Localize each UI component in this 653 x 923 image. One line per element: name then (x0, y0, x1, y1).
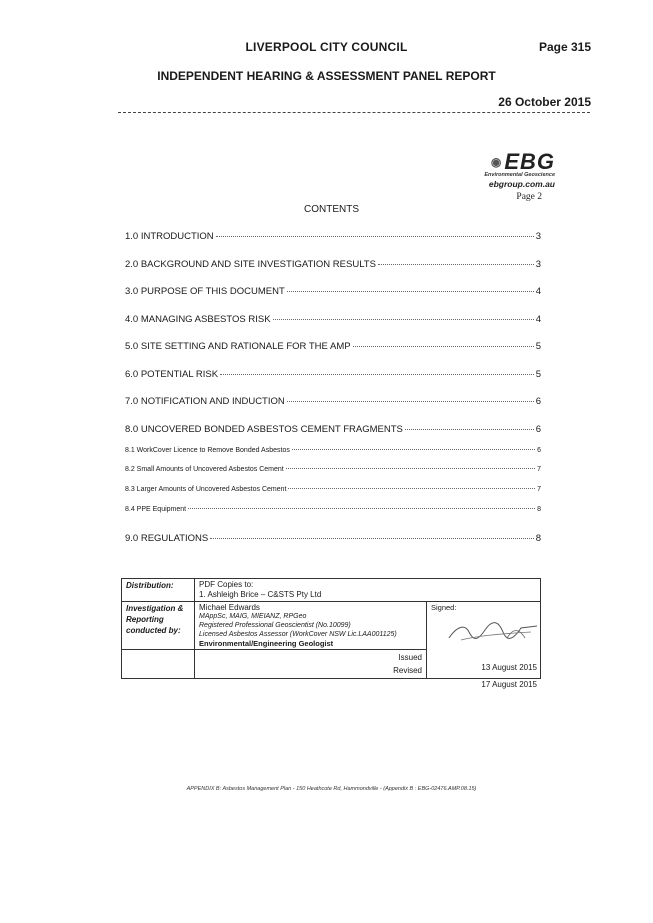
toc-entry-page: 6 (535, 396, 541, 407)
toc-entry (125, 231, 541, 242)
toc-entry (125, 286, 541, 297)
page-number: Page 315 (538, 40, 591, 54)
toc-leader-dots (405, 429, 534, 430)
distribution-label: Distribution: (122, 579, 195, 602)
investigator-registration: Registered Professional Geoscientist (No.10099) (199, 622, 351, 629)
contents-title: CONTENTS (304, 204, 359, 215)
toc-leader-dots (378, 264, 534, 265)
globe-icon: ◉ (490, 155, 503, 169)
page-header-title: LIVERPOOL CITY COUNCIL (245, 40, 408, 54)
signature-image (447, 618, 539, 646)
toc-entry-page: 4 (535, 286, 541, 297)
toc-entry-label: 8.0 UNCOVERED BONDED ASBESTOS CEMENT FRAGMENTS (125, 424, 403, 435)
toc-leader-dots (286, 468, 535, 469)
investigation-row (122, 602, 541, 650)
header-divider (118, 112, 590, 113)
toc-entry-label: 1.0 INTRODUCTION (125, 231, 214, 242)
toc-entry-page: 5 (535, 341, 541, 352)
report-date: 26 October 2015 (498, 95, 591, 109)
issued-date: 13 August 2015 (481, 663, 537, 672)
investigator-details (195, 602, 427, 650)
logo-url: ebgroup.com.au (488, 179, 555, 189)
investigation-label: Investigation & Reporting conducted by: (122, 602, 195, 650)
toc-entry-page: 3 (535, 231, 541, 242)
toc-entry-label: 8.2 Small Amounts of Uncovered Asbestos Cement (125, 466, 284, 473)
toc-entry-page: 6 (535, 424, 541, 435)
signed-label: Signed: (431, 603, 457, 612)
toc-leader-dots (287, 291, 534, 292)
toc-entry-page: 8 (537, 506, 541, 513)
toc-entry (125, 259, 541, 270)
toc-entry-label: 9.0 REGULATIONS (125, 533, 209, 544)
toc-entry-label: 5.0 SITE SETTING AND RATIONALE FOR THE AMP (125, 341, 351, 352)
toc-leader-dots (292, 449, 535, 450)
toc-entry-page: 7 (537, 486, 541, 493)
toc-entry (125, 396, 541, 407)
toc-entry-page: 4 (535, 314, 541, 325)
toc-entry (125, 341, 541, 352)
toc-leader-dots (188, 508, 535, 509)
distribution-row (122, 579, 541, 602)
inner-page-number: Page 2 (516, 192, 542, 202)
toc-entry (125, 506, 541, 513)
toc-entry-label: 8.1 WorkCover Licence to Remove Bonded Asbestos (125, 447, 290, 454)
toc-leader-dots (216, 236, 534, 237)
toc-leader-dots (210, 538, 533, 539)
page-footer: APPENDIX B: Asbestos Management Plan - 150 Heathcote Rd, Hammondville - (Appendix B : EBG-02476.AMP.08.15) (186, 786, 477, 792)
toc-entry-page: 3 (535, 259, 541, 270)
toc-entry-label: 4.0 MANAGING ASBESTOS RISK (125, 314, 271, 325)
toc-entry (125, 369, 541, 380)
toc-entry (125, 314, 541, 325)
toc-leader-dots (273, 319, 534, 320)
toc-entry-page: 7 (537, 466, 541, 473)
distribution-value (195, 579, 541, 602)
revised-label: Revised (393, 666, 422, 675)
investigator-name: Michael Edwards (199, 603, 260, 612)
toc-leader-dots (288, 488, 535, 489)
toc-leader-dots (287, 401, 534, 402)
investigator-role: Environmental/Engineering Geologist (199, 639, 334, 648)
logo-mark-text: EBG (504, 149, 555, 174)
toc-entry-page: 6 (537, 447, 541, 454)
toc-entry-page: 8 (535, 533, 541, 544)
logo-tagline: Environmental Geoscience (484, 172, 555, 178)
toc-entry-page: 5 (535, 369, 541, 380)
ebg-logo (455, 149, 555, 190)
toc-entry (125, 447, 541, 454)
toc-entry-label: 3.0 PURPOSE OF THIS DOCUMENT (125, 286, 285, 297)
investigator-qualifications: MAppSc, MAIG, MIEIANZ, RPGeo (199, 613, 307, 620)
toc-entry-label: 7.0 NOTIFICATION AND INDUCTION (125, 396, 285, 407)
revised-date: 17 August 2015 (481, 680, 537, 689)
issued-label: Issued (398, 653, 422, 662)
distribution-line-2: 1. Ashleigh Brice – C&STS Pty Ltd (199, 590, 322, 599)
toc-entry-label: 8.3 Larger Amounts of Uncovered Asbestos Cement (125, 486, 287, 493)
toc-entry (125, 486, 541, 493)
toc-entry-label: 6.0 POTENTIAL RISK (125, 369, 219, 380)
investigator-licence: Licensed Asbestos Assessor (WorkCover NSW Lic.LAA001125) (199, 631, 397, 638)
toc-leader-dots (220, 374, 534, 375)
toc-entry (125, 466, 541, 473)
toc-entry (125, 424, 541, 435)
toc-entry-label: 8.4 PPE Equipment (125, 506, 187, 513)
toc-entry (125, 533, 541, 544)
dates-labels (195, 650, 427, 679)
toc-entry-label: 2.0 BACKGROUND AND SITE INVESTIGATION RESULTS (125, 259, 376, 270)
toc-leader-dots (353, 346, 534, 347)
distribution-line-1: PDF Copies to: (199, 580, 254, 589)
report-title: INDEPENDENT HEARING & ASSESSMENT PANEL REPORT (157, 69, 496, 83)
